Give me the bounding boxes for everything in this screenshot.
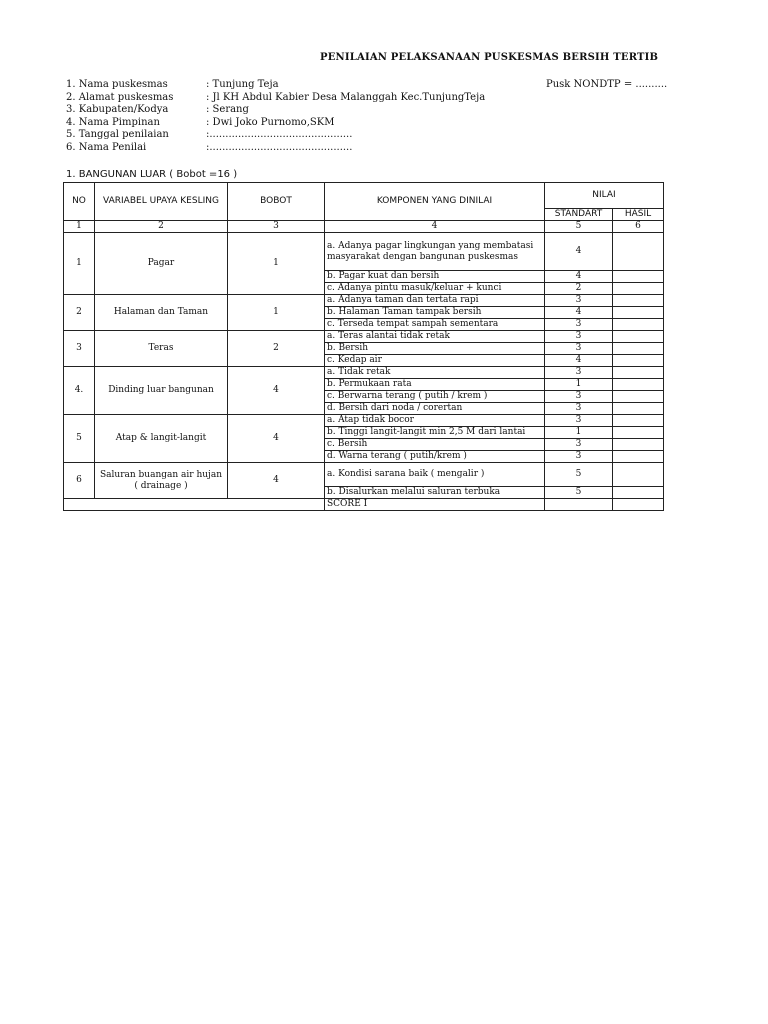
header-nilai: NILAI: [545, 183, 664, 209]
row-standart: 4: [545, 307, 613, 319]
info-value: :.............................................: [206, 141, 353, 153]
info-value: : Jl KH Abdul Kabier Desa Malanggah Kec.TunjungTeja: [206, 91, 486, 103]
row-bobot: 1: [228, 233, 325, 295]
row-komponen: b. Halaman Taman tampak bersih: [325, 307, 545, 319]
row-standart: 4: [545, 233, 613, 271]
score-hasil: [613, 499, 664, 511]
row-no: 1: [64, 233, 95, 295]
row-standart: 3: [545, 391, 613, 403]
info-label: 4. Nama Pimpinan: [66, 116, 160, 128]
row-hasil: [613, 367, 664, 379]
header-bobot: BOBOT: [228, 183, 325, 221]
row-hasil: [613, 487, 664, 499]
row-standart: 4: [545, 355, 613, 367]
header-hasil: HASIL: [613, 209, 664, 221]
row-hasil: [613, 391, 664, 403]
row-hasil: [613, 379, 664, 391]
row-komponen: c. Adanya pintu masuk/keluar + kunci: [325, 283, 545, 295]
info-label: 6. Nama Penilai: [66, 141, 147, 153]
info-label: 5. Tanggal penilaian: [66, 129, 169, 141]
info-row: [66, 92, 485, 105]
row-standart: 3: [545, 343, 613, 355]
info-row: [66, 117, 485, 130]
score-label: SCORE I: [325, 499, 545, 511]
row-komponen: b. Bersih: [325, 343, 545, 355]
info-value: : Tunjung Teja: [206, 79, 279, 90]
row-komponen: a. Adanya pagar lingkungan yang membatasi masyarakat dengan bangunan puskesmas: [325, 233, 545, 271]
row-komponen: a. Teras alantai tidak retak: [325, 331, 545, 343]
info-value: : Serang: [206, 104, 249, 116]
row-hasil: [613, 403, 664, 415]
header-variabel: VARIABEL UPAYA KESLING: [95, 183, 228, 221]
column-number: 6: [613, 221, 664, 233]
row-komponen: b. Pagar kuat dan bersih: [325, 271, 545, 283]
row-komponen: c. Kedap air: [325, 355, 545, 367]
table-row: [64, 415, 664, 427]
row-standart: 3: [545, 403, 613, 415]
row-komponen: c. Bersih: [325, 439, 545, 451]
column-number: 1: [64, 221, 95, 233]
row-komponen: a. Kondisi sarana baik ( mengalir ): [325, 463, 545, 487]
row-bobot: 1: [228, 295, 325, 331]
row-hasil: [613, 295, 664, 307]
column-number: 5: [545, 221, 613, 233]
row-hasil: [613, 439, 664, 451]
row-bobot: 4: [228, 367, 325, 415]
row-komponen: d. Warna terang ( putih/krem ): [325, 451, 545, 463]
assessment-table: [63, 182, 664, 511]
table-row: [64, 331, 664, 343]
row-bobot: 4: [228, 463, 325, 499]
row-variabel: Saluran buangan air hujan ( drainage ): [95, 463, 228, 499]
row-standart: 3: [545, 451, 613, 463]
row-standart: 5: [545, 487, 613, 499]
column-number-row: [64, 221, 664, 233]
row-standart: 3: [545, 439, 613, 451]
column-number: 4: [325, 221, 545, 233]
row-standart: 1: [545, 379, 613, 391]
header-row: [64, 183, 664, 209]
row-hasil: [613, 331, 664, 343]
info-block: [66, 79, 485, 155]
page-title: PENILAIAN PELAKSANAAN PUSKESMAS BERSIH TERTIB: [320, 52, 659, 63]
table-body: [64, 183, 664, 511]
row-hasil: [613, 233, 664, 271]
row-komponen: c. Terseda tempat sampah sementara: [325, 319, 545, 331]
table-row: [64, 367, 664, 379]
row-variabel: Halaman dan Taman: [95, 295, 228, 331]
row-no: 3: [64, 331, 95, 367]
info-label: 3. Kabupaten/Kodya: [66, 104, 169, 116]
row-no: 4.: [64, 367, 95, 415]
row-komponen: a. Atap tidak bocor: [325, 415, 545, 427]
row-hasil: [613, 319, 664, 331]
row-standart: 4: [545, 271, 613, 283]
row-komponen: a. Tidak retak: [325, 367, 545, 379]
info-label: 1. Nama puskesmas: [66, 79, 168, 90]
row-bobot: 2: [228, 331, 325, 367]
row-hasil: [613, 463, 664, 487]
row-hasil: [613, 451, 664, 463]
row-hasil: [613, 355, 664, 367]
header-standart: STANDART: [545, 209, 613, 221]
column-number: 2: [95, 221, 228, 233]
row-no: 5: [64, 415, 95, 463]
info-row: [66, 79, 485, 92]
table-row: [64, 233, 664, 271]
row-komponen: c. Berwarna terang ( putih / krem ): [325, 391, 545, 403]
row-standart: 3: [545, 415, 613, 427]
row-hasil: [613, 271, 664, 283]
header-komponen: KOMPONEN YANG DINILAI: [325, 183, 545, 221]
row-standart: 3: [545, 319, 613, 331]
row-standart: 1: [545, 427, 613, 439]
row-bobot: 4: [228, 415, 325, 463]
header-no: NO: [64, 183, 95, 221]
row-komponen: b. Permukaan rata: [325, 379, 545, 391]
row-standart: 5: [545, 463, 613, 487]
row-variabel: Pagar: [95, 233, 228, 295]
info-row: [66, 104, 485, 117]
row-standart: 2: [545, 283, 613, 295]
info-value: :.............................................: [206, 129, 353, 141]
row-no: 6: [64, 463, 95, 499]
row-komponen: d. Bersih dari noda / corertan: [325, 403, 545, 415]
info-value: : Dwi Joko Purnomo,SKM: [206, 116, 335, 128]
row-hasil: [613, 283, 664, 295]
row-hasil: [613, 307, 664, 319]
info-row: [66, 129, 485, 142]
section-title: 1. BANGUNAN LUAR ( Bobot =16 ): [66, 169, 238, 180]
row-variabel: Atap & langit-langit: [95, 415, 228, 463]
table-row: [64, 463, 664, 487]
table-row: [64, 295, 664, 307]
row-hasil: [613, 427, 664, 439]
row-hasil: [613, 343, 664, 355]
row-komponen: b. Tinggi langit-langit min 2,5 M dari lantai: [325, 427, 545, 439]
column-number: 3: [228, 221, 325, 233]
pusk-nondtp: Pusk NONDTP = ..........: [546, 79, 668, 90]
row-komponen: b. Disalurkan melalui saluran terbuka: [325, 487, 545, 499]
score-blank: [64, 499, 325, 511]
score-row: [64, 499, 664, 511]
row-variabel: Dinding luar bangunan: [95, 367, 228, 415]
row-no: 2: [64, 295, 95, 331]
row-hasil: [613, 415, 664, 427]
row-standart: 3: [545, 331, 613, 343]
row-standart: 3: [545, 367, 613, 379]
row-variabel: Teras: [95, 331, 228, 367]
row-komponen: a. Adanya taman dan tertata rapi: [325, 295, 545, 307]
score-standart: [545, 499, 613, 511]
info-label: 2. Alamat puskesmas: [66, 91, 174, 103]
row-standart: 3: [545, 295, 613, 307]
info-row: [66, 142, 485, 155]
